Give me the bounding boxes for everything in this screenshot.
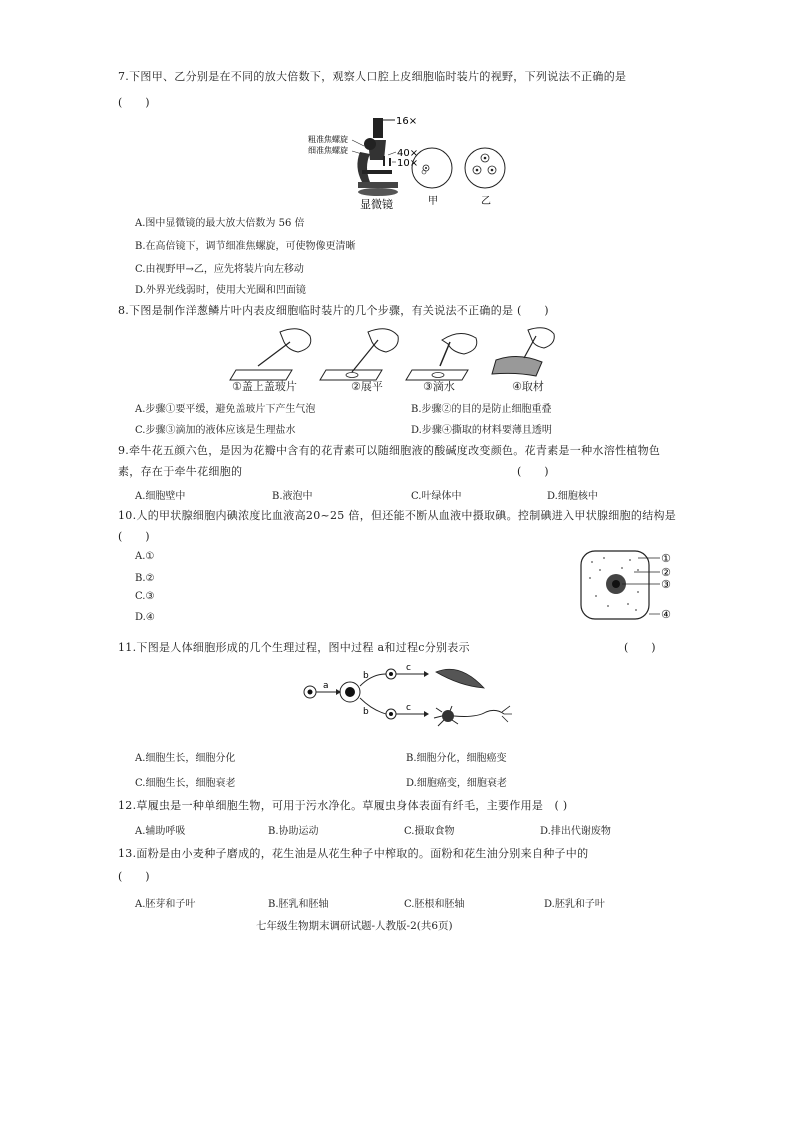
q11-option-a: A.细胞生长，细胞分化: [135, 753, 236, 764]
objective-10-label: 10×: [397, 158, 419, 169]
process-c2-label: c: [406, 703, 411, 713]
process-a-label: a: [323, 681, 329, 691]
process-b2-label: b: [363, 707, 369, 717]
q11-stem: 11.下图是人体细胞形成的几个生理过程，图中过程 a和过程c分别表示: [118, 641, 470, 654]
q13-stem-line2: ( ): [118, 870, 150, 883]
objective-40-label: 40×: [397, 148, 419, 159]
q7-option-b: B.在高倍镜下，调节细准焦螺旋，可使物像更清晰: [135, 241, 356, 252]
q8-paren: ( ): [517, 304, 549, 317]
q10-stem-line1: 10.人的甲状腺细胞内碘浓度比血液高20~25 倍，但还能不断从血液中摄取碘。控制碘进入甲状腺细胞的结构是: [118, 509, 677, 522]
page-footer: 七年级生物期末调研试题-人教版-2(共6页): [256, 920, 453, 932]
q8-option-c: C.步骤③滴加的液体应该是生理盐水: [135, 425, 296, 436]
cell-label-4: ④: [661, 608, 671, 621]
q11-option-d: D.细胞癌变，细胞衰老: [406, 778, 507, 789]
q7-stem-line1: 7.下图甲、乙分别是在不同的放大倍数下，观察人口腔上皮细胞临时装片的视野，下列说法不正确的是: [118, 70, 627, 83]
process-c1-label: c: [406, 663, 411, 673]
q9-option-a: A.细胞壁中: [135, 491, 186, 502]
step2-label: ②展平: [351, 380, 383, 393]
q13-stem-line1: 13.面粉是由小麦种子磨成的，花生油是从花生种子中榨取的。面粉和花生油分别来自种子中的: [118, 847, 589, 860]
q13-option-b: B.胚乳和胚轴: [268, 899, 329, 910]
fine-knob-label: 细准焦螺旋: [308, 146, 348, 155]
q8-option-b: B.步骤②的目的是防止细胞重叠: [411, 404, 552, 415]
q13-option-d: D.胚乳和子叶: [544, 899, 605, 910]
q9-option-c: C.叶绿体中: [411, 491, 462, 502]
cell-label-2: ②: [661, 566, 671, 579]
q8-option-d: D.步骤④撕取的材料要薄且透明: [411, 425, 552, 436]
q10-stem-line2: ( ): [118, 530, 150, 543]
q9-stem-line2: 素，存在于牵牛花细胞的: [118, 465, 243, 478]
coarse-knob-label: 粗准焦螺旋: [308, 135, 348, 144]
q11-option-c: C.细胞生长，细胞衰老: [135, 778, 236, 789]
q7-stem-line2: ( ): [118, 96, 150, 109]
q7-option-d: D.外界光线弱时，使用大光圈和凹面镜: [135, 285, 306, 296]
q11-option-b: B.细胞分化，细胞癌变: [406, 753, 507, 764]
q13-option-a: A.胚芽和子叶: [135, 899, 196, 910]
q12-option-b: B.协助运动: [268, 826, 319, 837]
q9-option-b: B.液泡中: [272, 491, 313, 502]
q7-option-a: A.图中显微镜的最大放大倍数为 56 倍: [135, 218, 305, 229]
cell-process-figure: [300, 658, 520, 738]
step4-label: ④取材: [512, 380, 544, 393]
q8-option-a: A.步骤①要平缓，避免盖玻片下产生气泡: [135, 404, 316, 415]
q12-option-d: D.排出代谢废物: [540, 826, 611, 837]
q10-option-b: B.②: [135, 573, 155, 584]
microscope-caption: 显微镜: [360, 198, 393, 211]
animal-cell-figure: [578, 548, 678, 624]
field-a-label: 甲: [428, 196, 438, 207]
eyepiece-label: 16×: [396, 116, 418, 127]
q12-option-a: A.辅助呼吸: [135, 826, 186, 837]
q10-option-d: D.④: [135, 612, 155, 623]
cell-label-1: ①: [661, 552, 671, 565]
q8-stem: 8.下图是制作洋葱鳞片叶内表皮细胞临时装片的几个步骤，有关说法不正确的是: [118, 304, 514, 317]
process-b1-label: b: [363, 671, 369, 681]
microscope-figure: [300, 112, 520, 212]
q9-stem-line1: 9.牵牛花五颜六色，是因为花瓣中含有的花青素可以随细胞液的酸碱度改变颜色。花青素是一种水溶性植物色: [118, 444, 661, 457]
step1-label: ①盖上盖玻片: [232, 380, 297, 393]
q12-option-c: C.摄取食物: [404, 826, 455, 837]
q10-option-c: C.③: [135, 591, 155, 602]
q13-option-c: C.胚根和胚轴: [404, 899, 465, 910]
q10-option-a: A.①: [135, 551, 155, 562]
cell-label-3: ③: [661, 578, 671, 591]
q9-option-d: D.细胞核中: [547, 491, 598, 502]
field-b-label: 乙: [481, 196, 491, 207]
q12-stem: 12.草履虫是一种单细胞生物，可用于污水净化。草履虫身体表面有纤毛，主要作用是 ( ): [118, 799, 568, 812]
q11-paren: ( ): [624, 641, 656, 654]
q7-option-c: C.由视野甲→乙，应先将装片向左移动: [135, 264, 304, 275]
q9-paren: ( ): [517, 465, 549, 478]
step3-label: ③滴水: [423, 380, 455, 393]
